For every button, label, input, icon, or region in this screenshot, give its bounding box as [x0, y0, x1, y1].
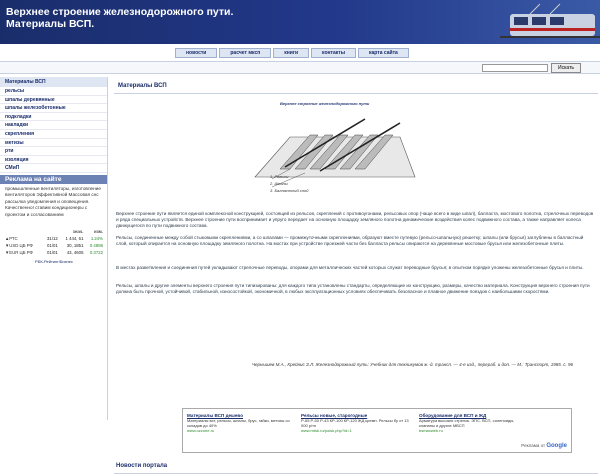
nav-contacts[interactable]: контакты	[311, 48, 356, 58]
table-row	[4, 235, 104, 242]
track-diagram	[250, 101, 420, 209]
table-row	[4, 249, 104, 256]
rates-header-value: знач.	[72, 228, 84, 234]
ad-description: Р-65 Р-50 Р-43 КР-100 КР-120 ЖД кремн. Рельсы бу от 13 000 р/тн	[301, 418, 409, 428]
rate-value: 30, 1851	[66, 242, 84, 248]
figure-legend	[270, 173, 308, 194]
search-button[interactable]: Искать	[551, 63, 581, 73]
ad-item[interactable]	[187, 413, 297, 433]
table-row	[4, 242, 104, 249]
rate-change: 1.24%	[90, 235, 103, 241]
ad-url[interactable]: www.ozzone.ru	[187, 428, 215, 433]
ad-title[interactable]: Оборудование для ВСП и ЖД	[419, 413, 487, 418]
rates-source-link[interactable]: РБК-Рейтинг/Бизнес	[35, 258, 73, 264]
rate-name: ▼USD ЦБ РФ	[5, 242, 33, 248]
citation: Чернышев М.А., Крейнис З.Л. Железнодорожный путь: Учебник для техникумов ж.-д. трансп. — 4-е изд., перераб. и доп. — М.: Транспорт, 1985. с. 96	[252, 362, 573, 367]
rate-date: 01/01	[47, 242, 58, 248]
divider	[114, 93, 598, 94]
ad-url[interactable]: bsmaxweb.ru	[419, 428, 443, 433]
rates-header-change: изм.	[93, 228, 103, 234]
rate-change: 0.3722	[89, 249, 103, 255]
rates-header-blank	[4, 228, 42, 235]
rate-name: ▲РТС	[5, 235, 18, 241]
rate-value: 1 444, 61	[65, 235, 84, 241]
google-ads-label[interactable]	[521, 443, 567, 449]
site-header	[0, 0, 600, 44]
site-title	[6, 6, 233, 30]
nav-books[interactable]: книги	[273, 48, 309, 58]
main-content	[112, 77, 598, 469]
sidebar-item-rubber[interactable]: рти	[0, 147, 107, 156]
search-input[interactable]	[482, 64, 548, 72]
nav-sitemap[interactable]: карта сайта	[358, 48, 409, 58]
site-title-line2: Материалы ВСП.	[6, 18, 95, 30]
locomotive-image	[500, 2, 600, 42]
paragraph-1: Верхнее строение пути является единой комплексной конструкцией, состоящей из рельсов, скреплений с противоугонами, рельсовых опор (чаще всего в виде шпал), балласта, мостового полотна, стрелочных переводов и ряда специальных устройств. Верхнее строение пути воспринимает и упруго передает на основную площадку земляного полотна динамические воздействия колес подвижного состава, а также направляет колеса движущегося по пути подвижного состава.	[116, 211, 594, 228]
rate-date: 31/12	[47, 235, 58, 241]
sidebar-ads-heading: Реклама на сайте	[0, 175, 107, 184]
ad-title[interactable]: Материалы ВСП дешево	[187, 413, 244, 418]
sidebar-item-insulation[interactable]: изоляция	[0, 156, 107, 165]
sidebar-item-fishplates[interactable]: накладки	[0, 121, 107, 130]
ad-description: Арматура высоких стрелок. ЭПС. ВСП, соленоиды, клапаны и другие МВСП	[419, 418, 515, 428]
sidebar	[0, 77, 108, 420]
legend-item: 3. Балластный слой	[270, 188, 309, 193]
sidebar-ads-text[interactable]: промышленные вентиляторы, изготовление вентиляторов Эффективной Массовая снс рассылка уведомления и оповещения. Качественно! ставим кондиционеры с проектом и согласованием	[5, 185, 101, 217]
page-title: Материалы ВСП	[118, 83, 167, 89]
paragraph-4: Рельсы, шпалы и другие элементы верхнего строения пути типизированы: для каждого типа установлены стандарты, определяющие их конструкцию, размеры, качество материала. Конструкция верхнего строения пути должна быть прочной, устойчивой, стабильной, износостойкой, экономичной, в любых эксплуатационных условиях обеспечивать безопасное и плавное движение поездов с наибольшими скоростями.	[116, 283, 590, 294]
rate-date: 01/01	[47, 249, 58, 255]
rate-name: ▼EUR ЦБ РФ	[5, 249, 33, 255]
google-ads-block	[182, 408, 572, 453]
nav-calc[interactable]: расчет мксп	[219, 48, 271, 58]
sidebar-heading[interactable]: Материалы ВСП	[0, 77, 107, 87]
legend-item: 2. Шпалы	[270, 181, 288, 186]
sidebar-item-concrete-sleepers[interactable]: шпалы железобетонные	[0, 104, 107, 113]
track-structure-illustration	[250, 107, 420, 182]
sidebar-item-hardware[interactable]: метизы	[0, 139, 107, 148]
ad-item[interactable]	[419, 413, 529, 433]
rate-change: 0.4886	[89, 242, 103, 248]
figure-caption: Верхнее строение железнодорожного пути	[280, 101, 370, 106]
google-logo: Google	[546, 443, 567, 449]
nav-news[interactable]: новости	[175, 48, 217, 58]
top-navigation	[0, 46, 600, 60]
news-heading: Новости портала	[116, 463, 168, 469]
ad-description: Материалы вст, рельсы, шпалы, брус, гайки, метизы со складов до 40%	[187, 418, 290, 428]
sidebar-item-smip[interactable]: СМиП	[0, 164, 107, 173]
site-title-line1: Верхнее строение железнодорожного пути.	[6, 6, 234, 18]
paragraph-3: В местах разветвления и соединения путей укладывают стрелочные переводы, опорами для металлических частей которых служат переводные брусья; в опытном порядке уложены железобетонные брусья и плиты.	[116, 265, 584, 270]
sidebar-item-wood-sleepers[interactable]: шпалы деревянные	[0, 96, 107, 105]
search-bar	[0, 61, 600, 74]
rates-table	[4, 228, 104, 265]
rate-value: 43, 4605	[66, 249, 84, 255]
sidebar-item-rails[interactable]: рельсы	[0, 87, 107, 96]
google-ads-text: Реклама от	[521, 443, 546, 448]
ad-url[interactable]: www.mtsk.ru/poisk.php?id=1	[301, 428, 352, 433]
sidebar-item-fastenings[interactable]: скрепления	[0, 130, 107, 139]
paragraph-2: Рельсы, соединенные между собой стыковыми скреплениями, а со шпалами — промежуточными скреплениями, образуют вместе путевую (рельсо-шпальную) решетку; шпалы (или брусья) заглублены в балластный слой, который опирается на основную площадку земляного полотна. На мостах при устройстве проезжей части без балласта рельсы опираются на деревянные мостовые брусья или железобетонные плиты.	[116, 235, 584, 246]
ad-item[interactable]	[301, 413, 411, 433]
sidebar-item-tie-plates[interactable]: подкладки	[0, 113, 107, 122]
rates-header-blank2	[42, 228, 58, 235]
ad-title[interactable]: Рельсы новые, старогодные	[301, 413, 368, 418]
legend-item: 1. Рельсы	[270, 174, 289, 179]
